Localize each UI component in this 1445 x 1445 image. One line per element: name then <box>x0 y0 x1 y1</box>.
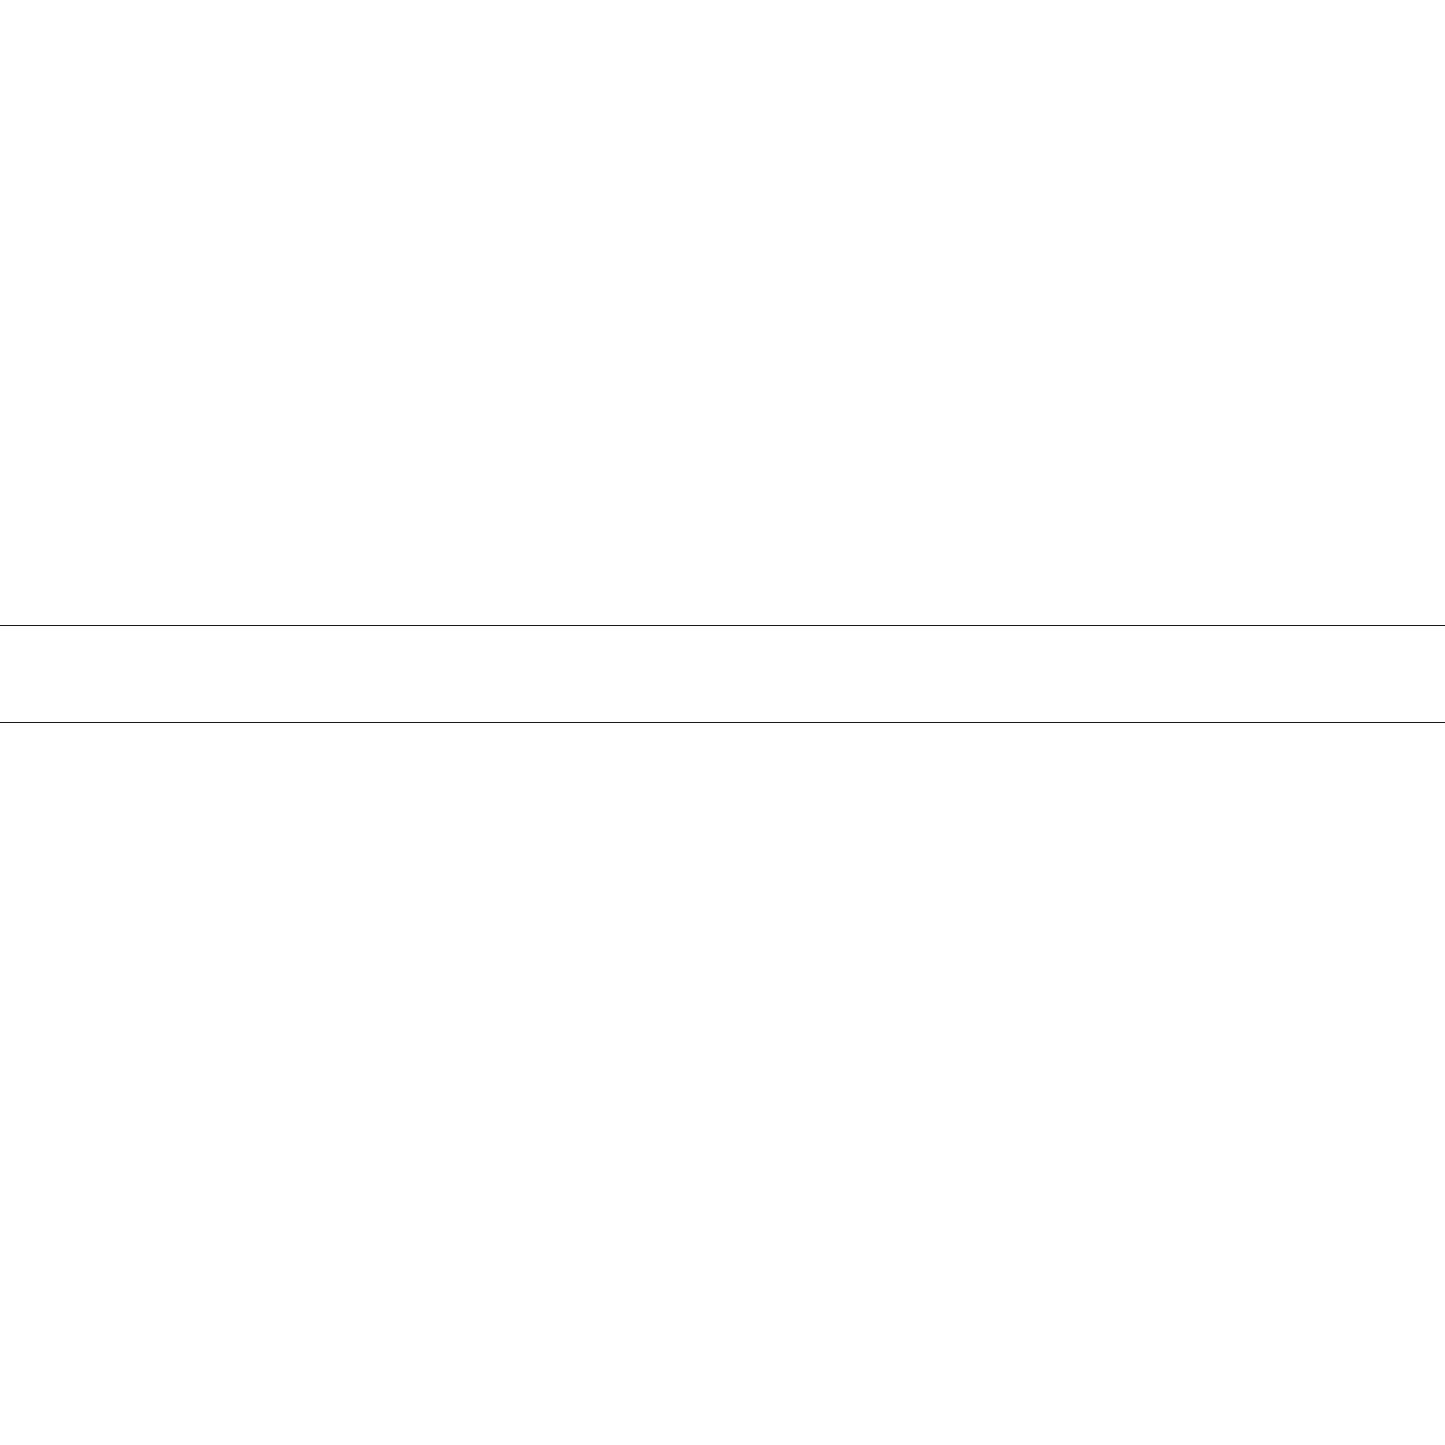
divider-top <box>0 625 1445 626</box>
divider-bottom <box>0 722 1445 723</box>
